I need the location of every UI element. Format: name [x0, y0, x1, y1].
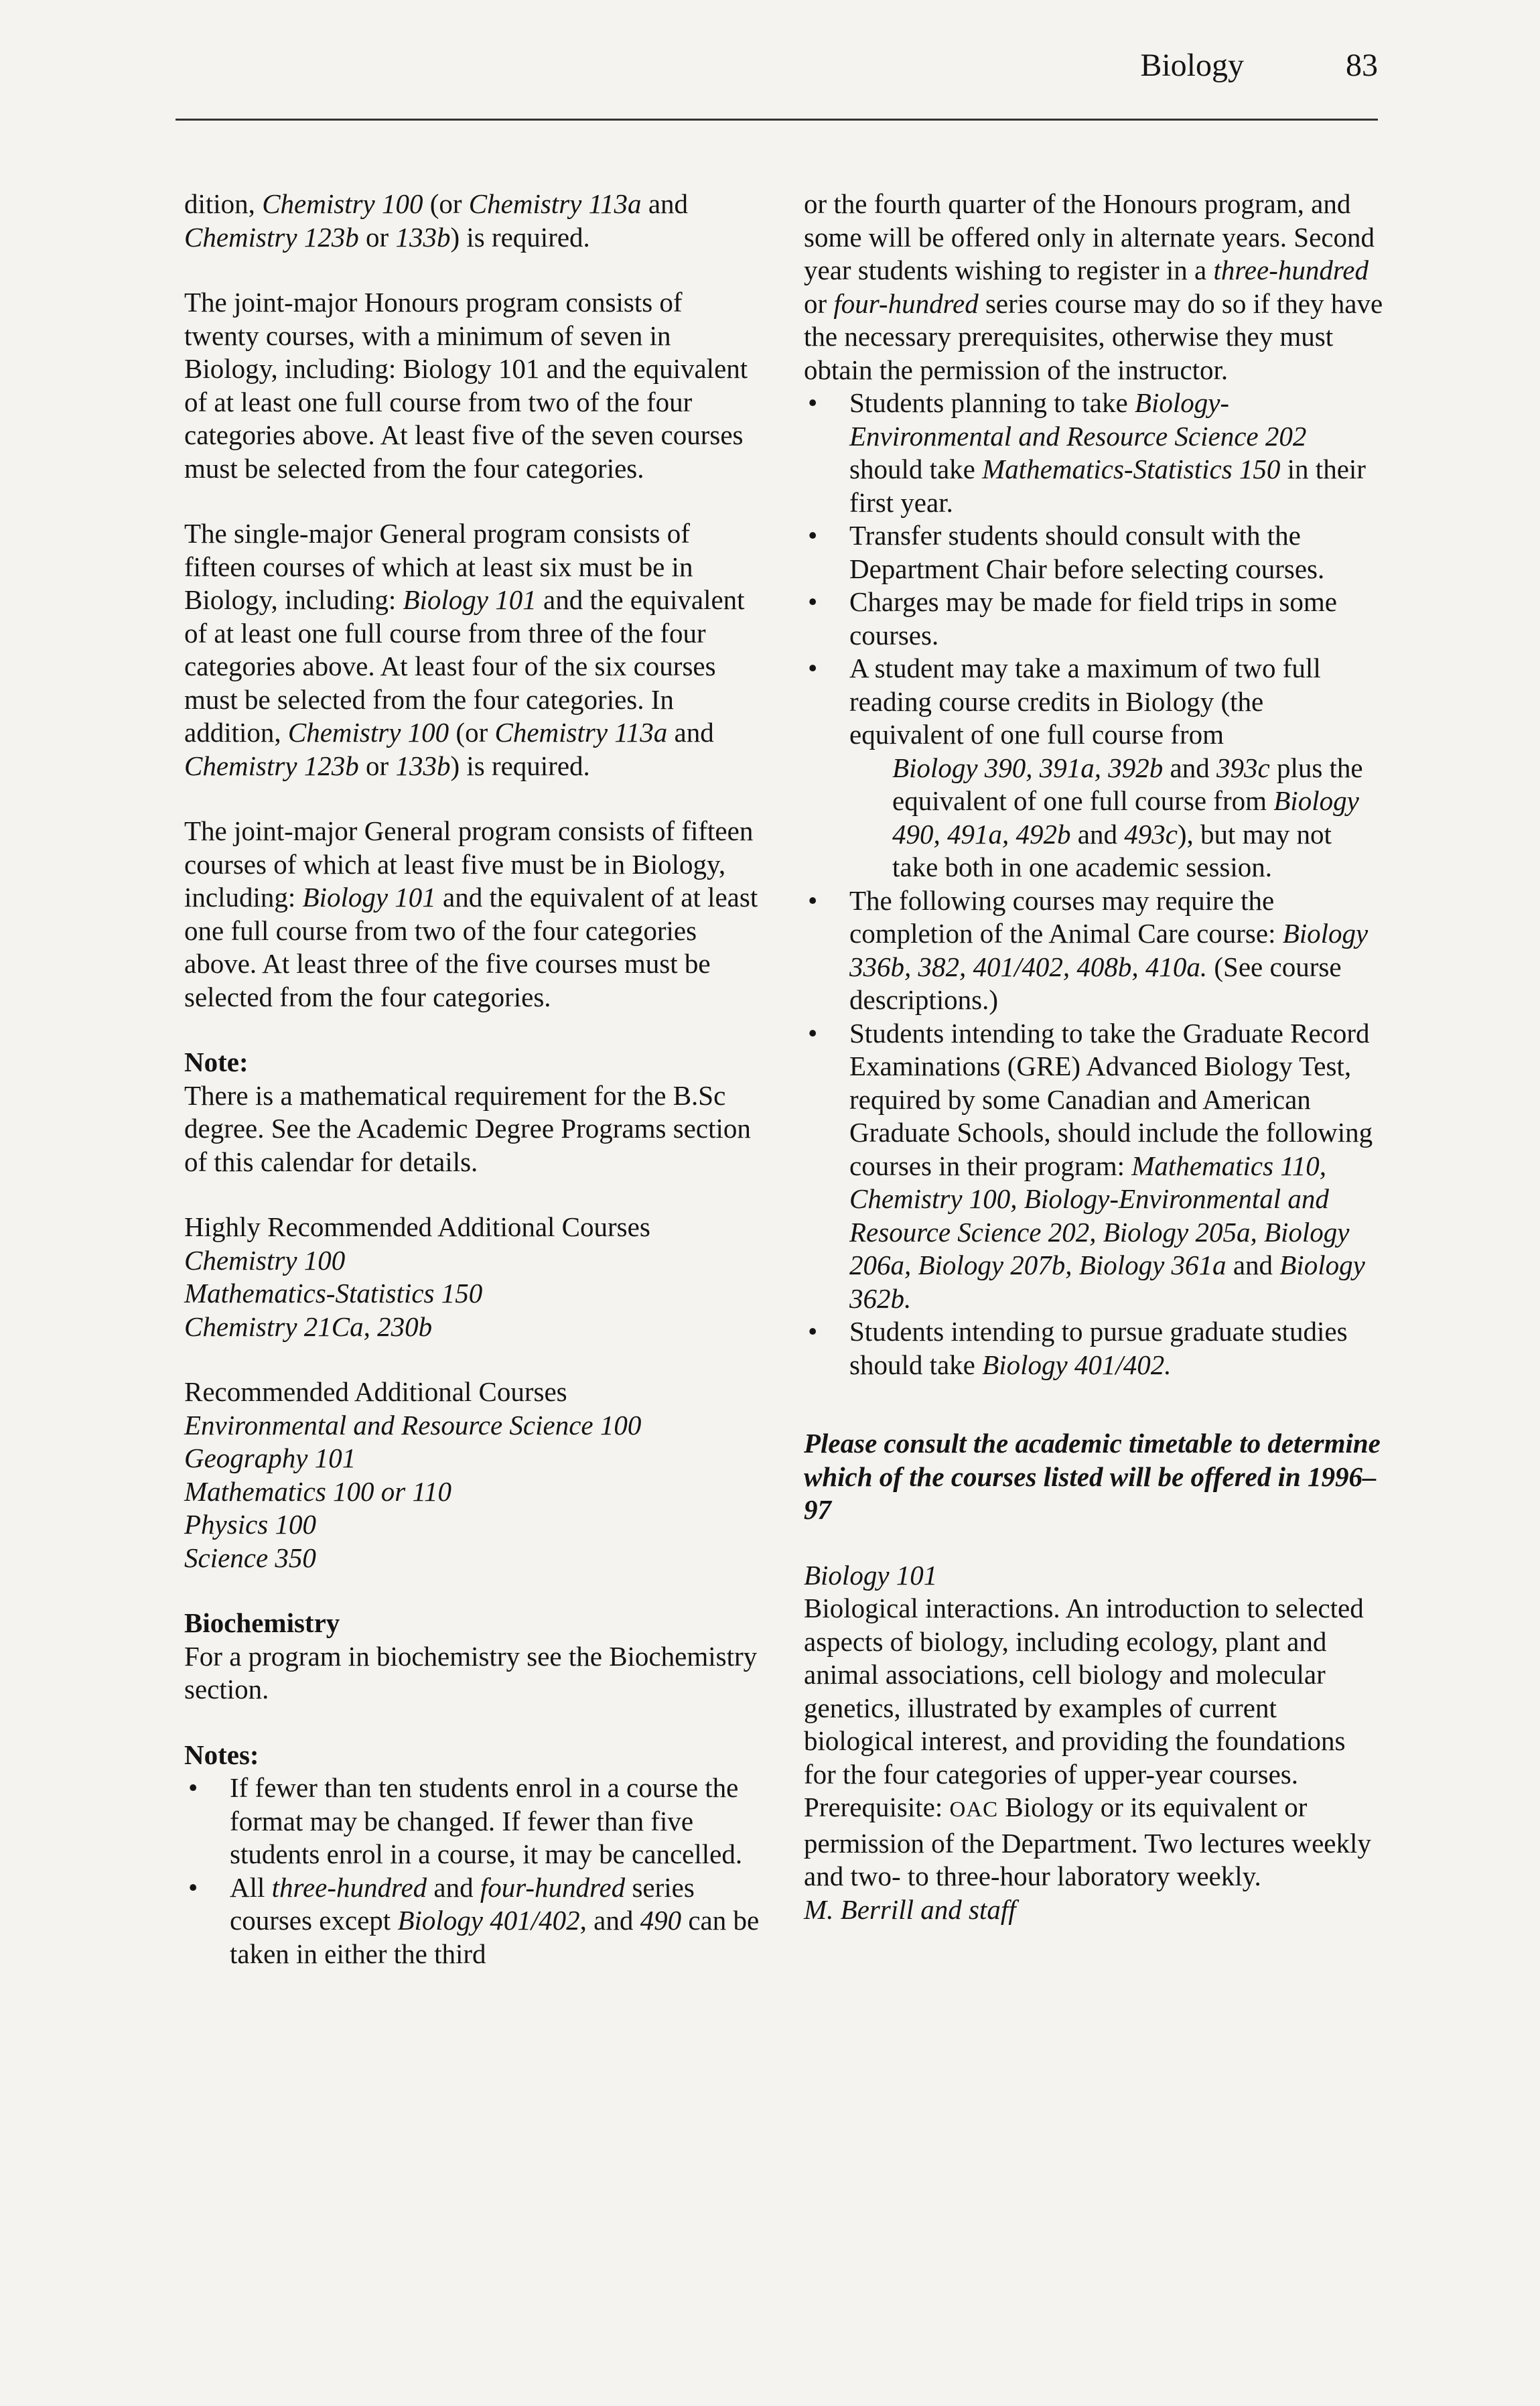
right-column [804, 188, 1383, 1926]
note-item [184, 1772, 764, 1871]
text-run: ) is required. [450, 221, 590, 253]
highly-recommended-heading: Highly Recommended Additional Courses [184, 1211, 650, 1242]
italic-text: Biology 401/402. [982, 1349, 1172, 1380]
course-description-text: Biological interactions. An introduction to selected aspects of biology, including ecology, plant and animal associations, cell biology and molecular genetics, illustrated by examples of current biological interest, and providing the foundations for the four categories of upper-year courses. Prerequisite: [804, 1593, 1364, 1822]
text-run: and [1226, 1250, 1280, 1280]
paragraph [184, 188, 764, 254]
italic-text: Chemistry 123b [184, 221, 359, 253]
text-run: and [641, 188, 689, 219]
paragraph [184, 815, 764, 1014]
note-block [184, 1046, 764, 1179]
italic-text: Biology 390, 391a, 392b [892, 752, 1164, 783]
text-run: (or [449, 717, 495, 748]
bullet-list [804, 387, 1383, 1382]
course-list-item: Chemistry 100 [184, 1244, 346, 1276]
italic-text: Chemistry 100 [287, 717, 449, 748]
biochemistry-block [184, 1607, 764, 1707]
text-run: The following courses may require the completion of the Animal Care course: [849, 884, 1283, 949]
bullet-item [804, 884, 1383, 1017]
bullet-text [849, 653, 1321, 750]
course-list-item: Mathematics-Statistics 150 [184, 1278, 483, 1309]
bullet-item [804, 652, 1383, 884]
text-run: and [427, 1871, 480, 1903]
text-run: or [804, 287, 834, 319]
text-run: or [358, 221, 396, 253]
italic-text: Chemistry 113a [494, 717, 668, 748]
page-number: 83 [1346, 48, 1378, 83]
italic-text: Chemistry 100 [262, 188, 423, 219]
text-run: Students planning to take [849, 387, 1135, 418]
highly-recommended-block [184, 1211, 764, 1343]
bullet-item [804, 387, 1383, 519]
bullet-item [804, 519, 1383, 586]
course-title: Biology 101 [804, 1559, 938, 1591]
italic-text: 393c [1216, 752, 1270, 783]
text-run: and [1070, 818, 1125, 850]
italic-text: four-hundred [480, 1871, 626, 1903]
biochemistry-heading: Biochemistry [184, 1607, 340, 1638]
text-run: in their first year. [849, 454, 1366, 518]
course-instructor: M. Berrill and staff [804, 1893, 1016, 1925]
text-run: (or [423, 188, 469, 219]
course-description-abbrev: OAC [949, 1798, 999, 1822]
course-entry [804, 1559, 1383, 1927]
italic-text: Chemistry 123b [184, 750, 359, 781]
bullet-item [804, 1315, 1383, 1382]
bullet-item [804, 1017, 1383, 1316]
text-run: , and [579, 1905, 640, 1936]
italic-text: Biology 101 [302, 882, 436, 913]
text-run: and the equivalent of at least one full course from three of the four categories above. At least four of the six courses must be selected from the four categories. In addition, [184, 584, 745, 748]
note-item [184, 1871, 764, 1971]
italic-text: Biology-Environmental and Resource Science 202 [849, 387, 1307, 452]
text-run: The joint-major General program consists of fifteen courses of which at least five must be in Biology, including: [184, 815, 754, 913]
recommended-block [184, 1376, 764, 1575]
bullet-item [804, 586, 1383, 652]
paragraph: The joint-major Honours program consists of twenty courses, with a minimum of seven in Biology, including: Biology 101 and the equivalent of at least one full course from two of the four categories above. At least five of the seven courses must be selected from the four categories. [184, 287, 748, 484]
italic-text: Biology 362b. [849, 1250, 1365, 1314]
text-run: ), but may not take both in one academic session. [892, 818, 1332, 882]
section-title: Biology [1140, 48, 1244, 83]
course-list-item: Physics 100 [184, 1509, 316, 1540]
italic-text: 493c [1124, 818, 1178, 850]
text-run: plus the equivalent of one full course from [892, 752, 1363, 816]
text-run: and the equivalent of at least one full course from two of the four categories above. At least three of the five courses must be selected from the four categories. [184, 882, 758, 1012]
italic-text: Biology 490, 491a, 492b [892, 785, 1359, 850]
italic-text: three-hundred [271, 1871, 427, 1903]
course-list-item: Science 350 [184, 1542, 316, 1573]
course-list-item: Environmental and Resource Science 100 [184, 1409, 642, 1441]
note-heading: Note: [184, 1047, 249, 1077]
italic-text: four-hundred [833, 287, 979, 319]
text-run: Students intending to pursue graduate studies should take [849, 1316, 1348, 1380]
text-run: (See course descriptions.) [849, 951, 1342, 1015]
note-text: There is a mathematical requirement for the B.Sc degree. See the Academic Degree Programs section of this calendar for details. [184, 1079, 751, 1177]
text-run: or the fourth quarter of the Honours program, and some will be offered only in alternate years. Second year students wishing to register in a [804, 188, 1375, 285]
text-run: series courses except [230, 1871, 695, 1936]
recommended-heading: Recommended Additional Courses [184, 1376, 567, 1407]
italic-text: Chemistry 113a [468, 188, 642, 219]
notes-list [184, 1772, 764, 1970]
header-rule [176, 119, 1378, 121]
text-run: Charges may be made for field trips in some courses. [849, 586, 1337, 651]
italic-text: Biology 336b, 382, 401/402, 408b, 410a. [849, 918, 1369, 982]
course-list-item: Chemistry 21Ca, 230b [184, 1311, 433, 1342]
course-list-item: Geography 101 [184, 1443, 356, 1473]
italic-text: three-hundred [1213, 255, 1369, 285]
course-list-item: Mathematics 100 or 110 [184, 1475, 451, 1507]
paragraph [184, 517, 764, 783]
page-header [176, 47, 1378, 121]
text-run: dition, [184, 188, 263, 219]
text-run: and [667, 717, 714, 748]
text-run: Students intending to take the Graduate Record Examinations (GRE) Advanced Biology Test, required by some Canadian and American Graduate Schools, should include the following courses in their program: [849, 1017, 1373, 1181]
italic-text: 133b [395, 750, 451, 781]
course-description-text: Biology or its equivalent or permission of the Department. Two lectures weekly and two- to three-hour laboratory weekly. [804, 1792, 1371, 1891]
text-run: can be taken in either the third [230, 1905, 760, 1969]
text-run: A student may take a maximum of two full reading course credits in Biology (the equivalent of one full course from [849, 653, 1321, 750]
italic-text: 490 [640, 1905, 682, 1936]
italic-text: 133b [395, 221, 451, 253]
text-run: ) is required. [450, 750, 590, 781]
text-run: If fewer than ten students enrol in a course the format may be changed. If fewer than five students enrol in a course, it may be cancelled. [230, 1772, 743, 1869]
biochemistry-text: For a program in biochemistry see the Biochemistry section. [184, 1640, 758, 1705]
course-description [804, 1592, 1383, 1893]
text-run: and [1163, 752, 1216, 783]
italic-text: Mathematics 110, Chemistry 100, Biology-Environmental and Resource Science 202, Biology 205a, Biology 206a, Biology 207b, Biology 361a [849, 1150, 1350, 1280]
italic-text: Mathematics-Statistics 150 [982, 454, 1281, 484]
text-run: or [358, 750, 396, 781]
notes-heading: Notes: [184, 1739, 259, 1770]
text-run: All [230, 1871, 272, 1903]
text-run: The single-major General program consists of fifteen courses of which at least six must be in Biology, including: [184, 518, 693, 615]
italic-text: Biology 401/402 [397, 1905, 580, 1936]
text-run: Transfer students should consult with the Department Chair before selecting courses. [849, 520, 1325, 584]
paragraph [804, 188, 1383, 387]
text-run: series course may do so if they have the necessary prerequisites, otherwise they must obtain the permission of the instructor. [804, 287, 1383, 385]
consult-timetable-note: Please consult the academic timetable to determine which of the courses listed will be offered in 1996–97 [804, 1428, 1381, 1525]
text-run: should take [849, 454, 983, 484]
italic-text: Biology 101 [403, 584, 537, 615]
left-column [184, 188, 764, 2003]
reading-course-indent [849, 752, 1383, 884]
